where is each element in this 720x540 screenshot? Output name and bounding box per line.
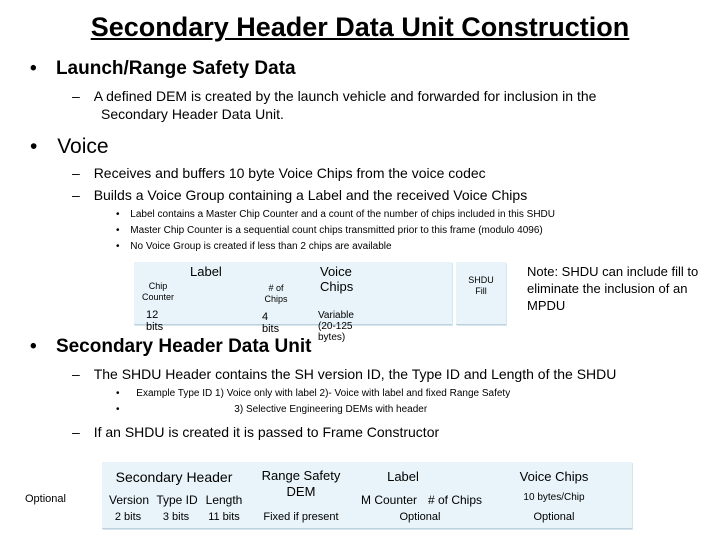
- shdu-subitem-text: 3) Selective Engineering DEMs with header: [234, 404, 428, 415]
- bits-12-label: 12 bits: [146, 309, 164, 333]
- m-counter-label: M Counter: [360, 493, 418, 507]
- voice-chips-header: Voice Chips: [320, 264, 354, 294]
- shdu-subitem-text: Example Type ID 1) Voice only with label 2)- Voice with label and fixed Range Safety: [136, 388, 511, 399]
- voice-subitem-1: [116, 209, 555, 220]
- dash-glyph: –: [72, 88, 80, 104]
- version-label: Version: [108, 493, 150, 507]
- shdu-dash-item-1: [72, 366, 616, 382]
- bullet-glyph: •: [116, 225, 120, 236]
- voice-dash-item-2: [72, 187, 527, 203]
- launch-line2: Secondary Header Data Unit.: [101, 106, 284, 122]
- launch-bullet-item: [30, 58, 296, 80]
- voice-subitem-text: Master Chip Counter is a sequential count chips transmitted prior to this frame (modulo 4096): [130, 225, 543, 236]
- voice-heading: Voice: [57, 135, 109, 158]
- bullet-glyph: •: [116, 404, 120, 415]
- voice-optional-label: Optional: [533, 511, 575, 523]
- label-header: Label: [190, 264, 222, 279]
- shdu-heading: Secondary Header Data Unit: [55, 336, 312, 357]
- voice-subitem-text: Label contains a Master Chip Counter and a count of the number of chips included in this SHDU: [130, 209, 555, 220]
- shdu-subitem-2: [116, 404, 427, 415]
- voice-item-text: Receives and buffers 10 byte Voice Chips from the voice codec: [93, 165, 486, 181]
- launch-line1: A defined DEM is created by the launch vehicle and forwarded for inclusion in the: [93, 88, 597, 104]
- bullet-glyph: •: [116, 388, 120, 399]
- launch-dash-item: [72, 88, 596, 104]
- dash-glyph: –: [72, 424, 80, 440]
- shdu-item1-text: The SHDU Header contains the SH version ID, the Type ID and Length of the SHDU: [93, 366, 617, 382]
- bullet-glyph: •: [30, 135, 38, 158]
- bullet-glyph: •: [116, 209, 120, 220]
- dash-glyph: –: [72, 165, 80, 181]
- num-chips-label: # of Chips: [264, 283, 288, 304]
- range-safety-label: Range Safety DEM: [261, 468, 341, 499]
- voice-bullet-item: [30, 135, 109, 159]
- shdu-fill-label: SHDU Fill: [468, 275, 494, 296]
- voice-dash-item-1: [72, 165, 486, 181]
- bits-11-label: 11 bits: [208, 511, 240, 523]
- variable-length-label: Variable (20-125 bytes): [318, 310, 354, 343]
- shdu-subitem-1: [116, 388, 510, 399]
- secondary-header-label: Secondary Header: [115, 469, 233, 485]
- num-chips-label: # of Chips: [427, 493, 483, 507]
- page-title: Secondary Header Data Unit Construction: [90, 12, 630, 42]
- voice-subitem-2: [116, 225, 543, 236]
- voice-item-text: Builds a Voice Group containing a Label and the received Voice Chips: [93, 187, 528, 203]
- label-optional-label: Optional: [399, 511, 441, 523]
- chip-counter-label: Chip Counter: [141, 281, 175, 302]
- dash-glyph: –: [72, 366, 80, 382]
- dash-glyph: –: [72, 187, 80, 203]
- bullet-glyph: •: [30, 58, 37, 79]
- bits-2-label: 2 bits: [114, 511, 142, 523]
- voice-subitem-text: No Voice Group is created if less than 2 chips are available: [130, 241, 392, 252]
- voice-chips-header: Voice Chips: [519, 469, 589, 484]
- bits-4-label: 4 bits: [262, 311, 280, 335]
- optional-left-label: Optional: [25, 493, 66, 505]
- bits-3-label: 3 bits: [162, 511, 190, 523]
- type-id-label: Type ID: [156, 493, 198, 507]
- shdu-dash-item-2: [72, 424, 439, 440]
- note-text: Note: SHDU can include fill to eliminate the inclusion of an MPDU: [527, 264, 699, 313]
- shdu-bullet-item: [30, 336, 311, 358]
- bullet-glyph: •: [116, 241, 120, 252]
- length-label: Length: [205, 493, 243, 507]
- bullet-glyph: •: [30, 336, 37, 357]
- label-header: Label: [387, 469, 419, 484]
- fixed-if-present-label: Fixed if present: [263, 511, 339, 523]
- voice-subitem-3: [116, 241, 392, 252]
- bytes-per-chip-label: 10 bytes/Chip: [523, 492, 585, 503]
- launch-heading: Launch/Range Safety Data: [55, 58, 296, 79]
- shdu-item2-text: If an SHDU is created it is passed to Frame Constructor: [93, 424, 440, 440]
